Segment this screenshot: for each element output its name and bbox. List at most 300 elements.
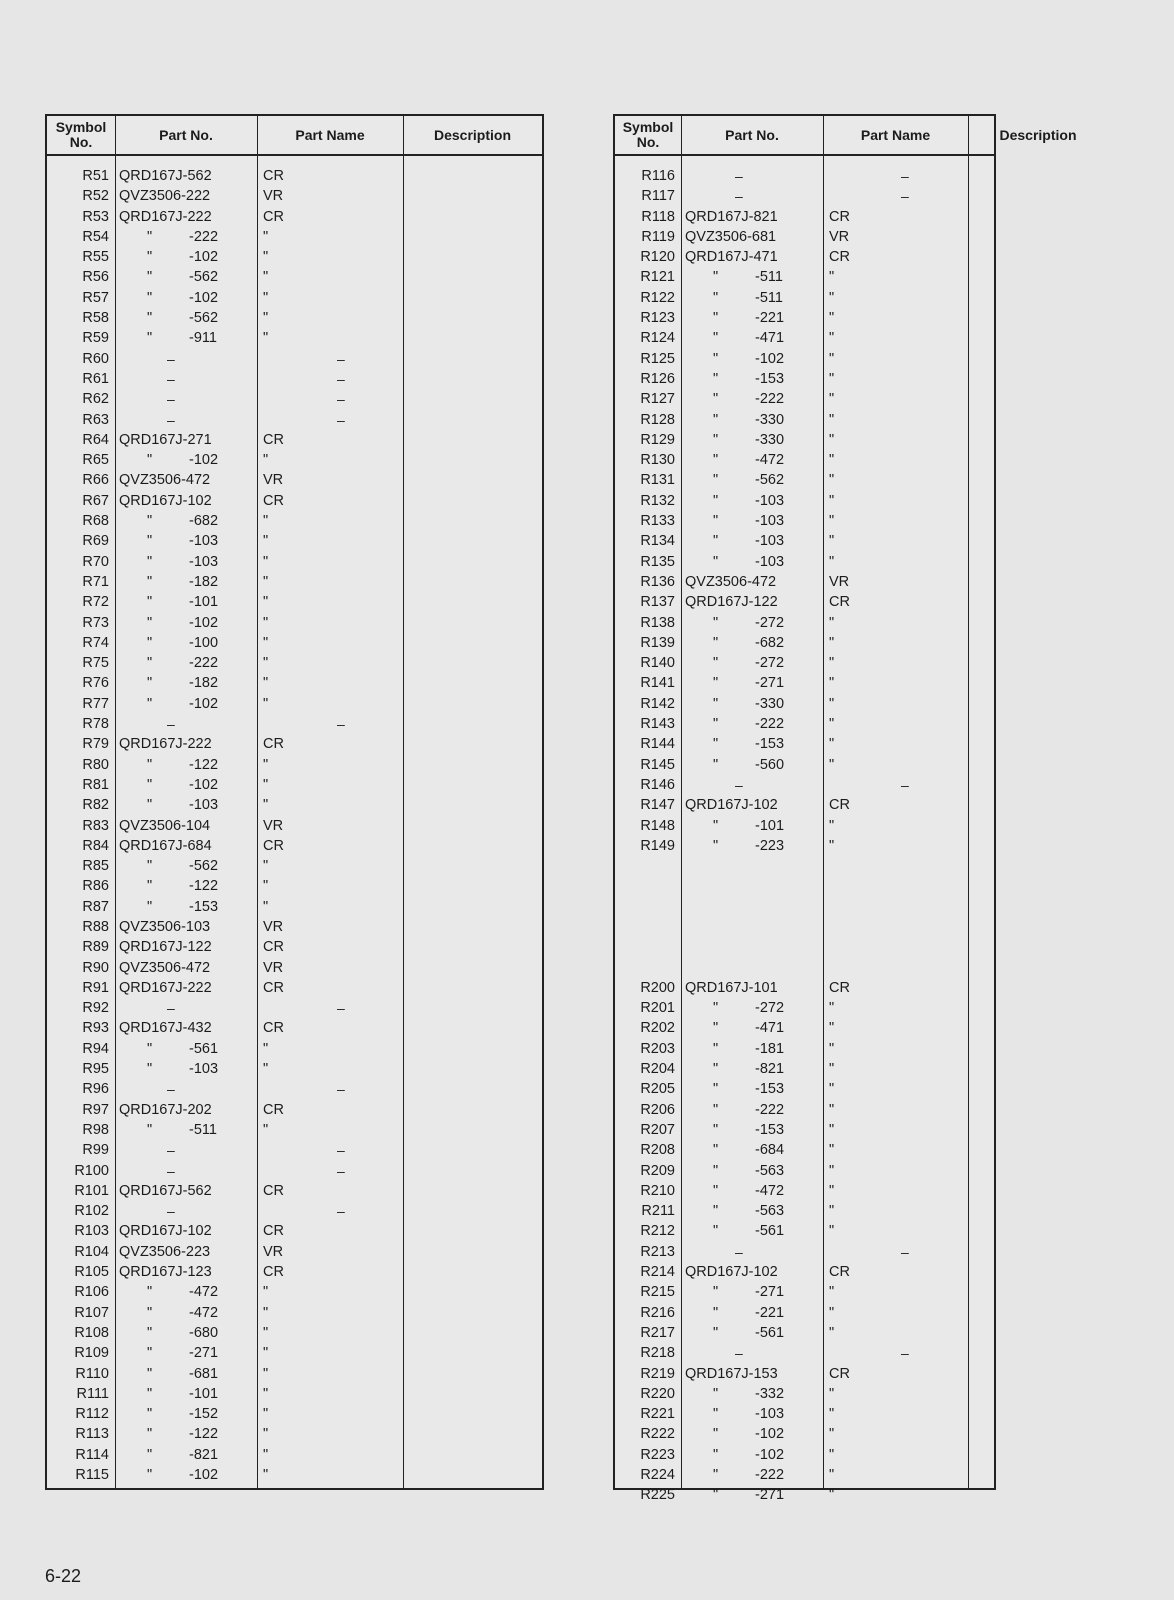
part-name-cell: " bbox=[829, 1020, 835, 1037]
table-row bbox=[615, 247, 994, 267]
ditto-mark: " bbox=[147, 695, 153, 712]
ditto-mark: " bbox=[713, 330, 719, 347]
part-no-suffix: -271 bbox=[755, 675, 785, 692]
table-row bbox=[615, 755, 994, 775]
part-name-cell: " bbox=[829, 1385, 835, 1402]
part-name-cell: " bbox=[263, 878, 269, 895]
symbol-cell: R207 bbox=[640, 1121, 675, 1138]
symbol-cell: R216 bbox=[640, 1304, 675, 1321]
symbol-cell: R115 bbox=[75, 1467, 109, 1483]
part-name-cell: " bbox=[829, 310, 835, 327]
part-name-cell: " bbox=[829, 330, 835, 347]
symbol-cell: R58 bbox=[82, 310, 109, 327]
table-row bbox=[47, 917, 542, 937]
description-dash: – bbox=[901, 776, 909, 793]
header-description: Description bbox=[999, 126, 1077, 143]
table-row bbox=[47, 998, 542, 1018]
part-no-suffix: -102 bbox=[755, 1426, 785, 1443]
ditto-mark: " bbox=[147, 858, 153, 875]
part-no-dash: – bbox=[167, 1142, 175, 1159]
part-no-suffix: -103 bbox=[755, 513, 785, 530]
ditto-mark: " bbox=[147, 533, 153, 550]
part-name-cell: " bbox=[829, 1162, 835, 1179]
symbol-cell: R70 bbox=[82, 553, 109, 570]
symbol-cell: R139 bbox=[640, 634, 675, 651]
part-no-suffix: -101 bbox=[189, 594, 219, 611]
part-no-dash: – bbox=[735, 1243, 743, 1260]
table-row bbox=[615, 328, 994, 348]
symbol-cell: R85 bbox=[82, 858, 109, 875]
symbol-cell: R144 bbox=[640, 736, 675, 753]
ditto-mark: " bbox=[713, 289, 719, 306]
table-row bbox=[615, 552, 994, 572]
part-no-cell: QRD167J-562 bbox=[119, 1182, 212, 1199]
symbol-cell: R63 bbox=[82, 411, 109, 428]
part-no-suffix: -471 bbox=[755, 330, 785, 347]
table-row bbox=[615, 267, 994, 287]
symbol-cell: R149 bbox=[640, 837, 675, 854]
part-name-cell: " bbox=[263, 553, 269, 570]
symbol-cell: R81 bbox=[82, 776, 109, 793]
symbol-cell: R125 bbox=[640, 350, 675, 367]
table-row bbox=[615, 1262, 994, 1282]
ditto-mark: " bbox=[147, 1385, 153, 1402]
part-name-cell: " bbox=[829, 289, 835, 306]
description-dash: – bbox=[337, 391, 345, 408]
part-name-cell: CR bbox=[263, 1264, 284, 1281]
table-row bbox=[47, 1242, 542, 1262]
ditto-mark: " bbox=[713, 553, 719, 570]
part-name-cell: " bbox=[829, 837, 835, 854]
ditto-mark: " bbox=[713, 837, 719, 854]
part-no-suffix: -511 bbox=[755, 269, 783, 286]
table-row bbox=[47, 1100, 542, 1120]
symbol-cell: R100 bbox=[74, 1162, 109, 1179]
symbol-cell: R214 bbox=[640, 1264, 675, 1281]
symbol-cell: R68 bbox=[82, 513, 109, 530]
part-name-cell: " bbox=[829, 472, 835, 489]
table-row bbox=[47, 1161, 542, 1181]
part-name-cell: " bbox=[829, 1406, 835, 1423]
part-name-cell: " bbox=[263, 269, 269, 286]
ditto-mark: " bbox=[713, 1203, 719, 1220]
symbol-cell: R138 bbox=[640, 614, 675, 631]
ditto-mark: " bbox=[713, 492, 719, 509]
ditto-mark: " bbox=[713, 736, 719, 753]
table-row bbox=[47, 1424, 542, 1444]
part-name-cell: CR bbox=[829, 208, 850, 225]
symbol-cell: R71 bbox=[82, 573, 109, 590]
part-no-cell: QRD167J-102 bbox=[685, 1264, 778, 1281]
part-no-suffix: -103 bbox=[755, 492, 785, 509]
table-row bbox=[615, 1424, 994, 1444]
symbol-cell: R119 bbox=[641, 228, 675, 245]
table-row bbox=[47, 572, 542, 592]
table-row bbox=[47, 633, 542, 653]
part-name-cell: " bbox=[829, 1000, 835, 1017]
description-dash: – bbox=[337, 1203, 345, 1220]
symbol-cell: R145 bbox=[640, 756, 675, 773]
part-no-cell: QRD167J-102 bbox=[119, 1223, 212, 1240]
table-row bbox=[615, 369, 994, 389]
part-no-suffix: -122 bbox=[189, 1426, 219, 1443]
part-name-cell: " bbox=[829, 1203, 835, 1220]
symbol-cell: R123 bbox=[640, 310, 675, 327]
table-row bbox=[615, 1282, 994, 1302]
table-row bbox=[47, 816, 542, 836]
part-no-suffix: -511 bbox=[755, 289, 783, 306]
part-no-suffix: -271 bbox=[189, 1345, 219, 1362]
ditto-mark: " bbox=[713, 1162, 719, 1179]
table-row bbox=[615, 491, 994, 511]
part-name-cell: VR bbox=[263, 188, 284, 205]
table-row bbox=[47, 1465, 542, 1485]
part-name-cell: " bbox=[263, 452, 269, 469]
table-row bbox=[615, 856, 994, 876]
part-no-dash: – bbox=[735, 168, 743, 184]
part-no-suffix: -821 bbox=[755, 1061, 785, 1078]
part-no-dash: – bbox=[735, 188, 743, 205]
ditto-mark: " bbox=[713, 1426, 719, 1443]
part-no-suffix: -222 bbox=[189, 228, 219, 245]
part-name-cell: CR bbox=[263, 431, 284, 448]
part-no-suffix: -222 bbox=[755, 1101, 785, 1118]
ditto-mark: " bbox=[147, 1040, 153, 1057]
table-row bbox=[47, 1018, 542, 1038]
symbol-cell: R111 bbox=[76, 1385, 109, 1402]
table-row bbox=[615, 592, 994, 612]
part-name-cell: " bbox=[263, 289, 269, 306]
part-no-cell: QRD167J-102 bbox=[119, 492, 212, 509]
ditto-mark: " bbox=[147, 1304, 153, 1321]
symbol-cell: R127 bbox=[640, 391, 675, 408]
symbol-cell: R79 bbox=[82, 736, 109, 753]
part-no-cell: QVZ3506-222 bbox=[119, 188, 211, 205]
part-name-cell: VR bbox=[829, 228, 850, 245]
symbol-cell: R210 bbox=[640, 1182, 675, 1199]
ditto-mark: " bbox=[713, 1467, 719, 1483]
part-name-cell: " bbox=[263, 513, 269, 530]
symbol-cell: R98 bbox=[82, 1121, 109, 1138]
part-name-cell: " bbox=[263, 228, 269, 245]
part-no-suffix: -511 bbox=[189, 1121, 217, 1138]
table-row bbox=[47, 1221, 542, 1241]
ditto-mark: " bbox=[713, 817, 719, 834]
part-no-suffix: -272 bbox=[755, 655, 785, 672]
ditto-mark: " bbox=[147, 655, 153, 672]
part-name-cell: " bbox=[829, 553, 835, 570]
part-name-cell: " bbox=[829, 1182, 835, 1199]
table-row bbox=[47, 1343, 542, 1363]
part-no-suffix: -102 bbox=[189, 249, 219, 266]
part-no-suffix: -222 bbox=[755, 391, 785, 408]
symbol-cell: R66 bbox=[82, 472, 109, 489]
part-no-suffix: -682 bbox=[189, 513, 219, 530]
ditto-mark: " bbox=[713, 513, 719, 530]
symbol-cell: R220 bbox=[640, 1385, 675, 1402]
part-name-cell: " bbox=[829, 452, 835, 469]
table-row bbox=[615, 207, 994, 227]
ditto-mark: " bbox=[147, 310, 153, 327]
table-row bbox=[47, 714, 542, 734]
part-no-cell: QRD167J-123 bbox=[119, 1264, 212, 1281]
part-no-cell: QRD167J-102 bbox=[685, 797, 778, 814]
ditto-mark: " bbox=[713, 370, 719, 387]
part-name-cell: CR bbox=[829, 979, 850, 996]
ditto-mark: " bbox=[713, 756, 719, 773]
table-row bbox=[615, 389, 994, 409]
table-row bbox=[615, 186, 994, 206]
part-no-suffix: -911 bbox=[189, 330, 217, 347]
table-row bbox=[615, 1181, 994, 1201]
table-row bbox=[615, 998, 994, 1018]
symbol-cell: R142 bbox=[640, 695, 675, 712]
description-dash: – bbox=[337, 716, 345, 733]
table-row bbox=[47, 308, 542, 328]
ditto-mark: " bbox=[713, 1487, 719, 1504]
table-row bbox=[47, 1079, 542, 1099]
symbol-cell: R112 bbox=[75, 1406, 109, 1423]
ditto-mark: " bbox=[713, 431, 719, 448]
symbol-cell: R134 bbox=[640, 533, 675, 550]
part-no-suffix: -153 bbox=[189, 898, 219, 915]
part-name-cell: " bbox=[829, 1467, 835, 1483]
ditto-mark: " bbox=[713, 1446, 719, 1463]
symbol-cell: R96 bbox=[82, 1081, 109, 1098]
part-no-suffix: -102 bbox=[755, 1446, 785, 1463]
table-row bbox=[615, 1242, 994, 1262]
part-no-cell: QRD167J-222 bbox=[119, 208, 212, 225]
symbol-cell: R128 bbox=[640, 411, 675, 428]
part-no-suffix: -272 bbox=[755, 1000, 785, 1017]
part-name-cell: " bbox=[829, 1142, 835, 1159]
part-name-cell: " bbox=[263, 1365, 269, 1382]
symbol-cell: R92 bbox=[82, 1000, 109, 1017]
part-name-cell: " bbox=[829, 1426, 835, 1443]
part-name-cell: " bbox=[829, 1304, 835, 1321]
symbol-cell: R218 bbox=[640, 1345, 675, 1362]
symbol-cell: R208 bbox=[640, 1142, 675, 1159]
symbol-cell: R209 bbox=[640, 1162, 675, 1179]
part-no-suffix: -562 bbox=[189, 310, 219, 327]
table-row bbox=[615, 978, 994, 998]
ditto-mark: " bbox=[713, 1324, 719, 1341]
table-row bbox=[615, 349, 994, 369]
part-no-suffix: -103 bbox=[189, 1061, 219, 1078]
table-row bbox=[47, 227, 542, 247]
table-row bbox=[47, 1039, 542, 1059]
symbol-cell: R211 bbox=[641, 1203, 675, 1220]
table-row bbox=[47, 1262, 542, 1282]
header-part-no: Part No. bbox=[725, 126, 779, 143]
part-name-cell: CR bbox=[829, 594, 850, 611]
part-name-cell: " bbox=[263, 675, 269, 692]
part-no-suffix: -101 bbox=[755, 817, 785, 834]
symbol-cell: R103 bbox=[74, 1223, 109, 1240]
ditto-mark: " bbox=[147, 573, 153, 590]
ditto-mark: " bbox=[147, 1121, 153, 1138]
part-name-cell: CR bbox=[829, 249, 850, 266]
table-row bbox=[47, 1404, 542, 1424]
part-name-cell: " bbox=[829, 411, 835, 428]
table-row bbox=[47, 470, 542, 490]
table-row bbox=[47, 795, 542, 815]
table-row bbox=[47, 1059, 542, 1079]
ditto-mark: " bbox=[713, 655, 719, 672]
table-row bbox=[47, 267, 542, 287]
part-no-suffix: -182 bbox=[189, 573, 219, 590]
table-row bbox=[47, 978, 542, 998]
part-name-cell: " bbox=[829, 1081, 835, 1098]
ditto-mark: " bbox=[147, 1365, 153, 1382]
symbol-cell: R97 bbox=[82, 1101, 109, 1118]
part-no-dash: – bbox=[167, 1203, 175, 1220]
table-row bbox=[47, 410, 542, 430]
part-no-suffix: -561 bbox=[189, 1040, 219, 1057]
part-no-suffix: -103 bbox=[189, 533, 219, 550]
symbol-cell: R65 bbox=[82, 452, 109, 469]
parts-table-right bbox=[613, 114, 1077, 1504]
part-no-cell: QRD167J-471 bbox=[685, 249, 778, 266]
table-row bbox=[47, 1445, 542, 1465]
part-name-cell: " bbox=[263, 858, 269, 875]
part-no-suffix: -102 bbox=[189, 1467, 219, 1483]
description-dash: – bbox=[337, 350, 345, 367]
symbol-cell: R212 bbox=[640, 1223, 675, 1240]
table-row bbox=[47, 349, 542, 369]
ditto-mark: " bbox=[713, 411, 719, 428]
part-name-cell: " bbox=[263, 756, 269, 773]
description-dash: – bbox=[337, 1142, 345, 1159]
part-no-cell: QRD167J-202 bbox=[119, 1101, 212, 1118]
symbol-cell: R118 bbox=[641, 208, 675, 225]
part-no-cell: QRD167J-101 bbox=[685, 979, 778, 996]
part-no-suffix: -562 bbox=[189, 269, 219, 286]
ditto-mark: " bbox=[713, 1406, 719, 1423]
ditto-mark: " bbox=[713, 1101, 719, 1118]
symbol-cell: R77 bbox=[82, 695, 109, 712]
table-row bbox=[615, 1445, 994, 1465]
ditto-mark: " bbox=[147, 513, 153, 530]
ditto-mark: " bbox=[713, 1081, 719, 1098]
table-body bbox=[47, 166, 542, 1485]
symbol-cell: R106 bbox=[74, 1284, 109, 1301]
ditto-mark: " bbox=[713, 1182, 719, 1199]
part-no-suffix: -122 bbox=[189, 878, 219, 895]
table-row bbox=[615, 714, 994, 734]
ditto-mark: " bbox=[713, 634, 719, 651]
symbol-cell: R84 bbox=[82, 837, 109, 854]
table-row bbox=[615, 1384, 994, 1404]
part-name-cell: " bbox=[263, 1304, 269, 1321]
symbol-cell: R93 bbox=[82, 1020, 109, 1037]
part-name-cell: " bbox=[829, 492, 835, 509]
part-no-suffix: -562 bbox=[189, 858, 219, 875]
symbol-cell: R95 bbox=[82, 1061, 109, 1078]
symbol-cell: R122 bbox=[640, 289, 675, 306]
ditto-mark: " bbox=[147, 1284, 153, 1301]
part-no-suffix: -102 bbox=[189, 614, 219, 631]
table-row bbox=[47, 1364, 542, 1384]
part-name-cell: " bbox=[829, 391, 835, 408]
table-row bbox=[47, 592, 542, 612]
part-no-suffix: -101 bbox=[189, 1385, 219, 1402]
part-name-cell: " bbox=[263, 898, 269, 915]
table-row bbox=[615, 308, 994, 328]
part-name-cell: CR bbox=[263, 1182, 284, 1199]
header-part-name: Part Name bbox=[295, 126, 365, 143]
symbol-cell: R60 bbox=[82, 350, 109, 367]
table-row bbox=[47, 491, 542, 511]
part-no-suffix: -152 bbox=[189, 1406, 219, 1423]
part-name-cell: " bbox=[263, 797, 269, 814]
ditto-mark: " bbox=[713, 1304, 719, 1321]
symbol-cell: R221 bbox=[640, 1406, 675, 1423]
part-name-cell: " bbox=[263, 533, 269, 550]
table-row bbox=[47, 1140, 542, 1160]
ditto-mark: " bbox=[713, 716, 719, 733]
part-no-cell: QRD167J-271 bbox=[119, 431, 212, 448]
part-name-cell: " bbox=[263, 1284, 269, 1301]
part-no-suffix: -181 bbox=[755, 1040, 785, 1057]
part-name-cell: " bbox=[263, 594, 269, 611]
part-name-cell: " bbox=[829, 1101, 835, 1118]
part-name-cell: " bbox=[263, 695, 269, 712]
symbol-cell: R113 bbox=[75, 1426, 109, 1443]
ditto-mark: " bbox=[713, 310, 719, 327]
description-dash: – bbox=[901, 168, 909, 184]
symbol-cell: R204 bbox=[640, 1061, 675, 1078]
part-name-cell: " bbox=[829, 736, 835, 753]
table-row bbox=[47, 207, 542, 227]
ditto-mark: " bbox=[713, 695, 719, 712]
part-name-cell: VR bbox=[263, 918, 284, 935]
part-name-cell: " bbox=[829, 1040, 835, 1057]
symbol-cell: R120 bbox=[640, 249, 675, 266]
part-no-suffix: -472 bbox=[189, 1304, 219, 1321]
symbol-cell: R99 bbox=[82, 1142, 109, 1159]
part-name-cell: VR bbox=[263, 472, 284, 489]
part-name-cell: " bbox=[263, 249, 269, 266]
part-no-cell: QRD167J-562 bbox=[119, 168, 212, 184]
symbol-cell: R116 bbox=[641, 168, 675, 184]
symbol-cell: R82 bbox=[82, 797, 109, 814]
part-no-suffix: -100 bbox=[189, 634, 219, 651]
symbol-cell: R136 bbox=[640, 573, 675, 590]
table-row bbox=[615, 1485, 994, 1505]
ditto-mark: " bbox=[713, 452, 719, 469]
table-row bbox=[615, 1039, 994, 1059]
part-no-suffix: -471 bbox=[755, 1020, 785, 1037]
table-row bbox=[615, 795, 994, 815]
ditto-mark: " bbox=[713, 675, 719, 692]
part-no-suffix: -330 bbox=[755, 411, 785, 428]
ditto-mark: " bbox=[147, 776, 153, 793]
part-name-cell: " bbox=[263, 1446, 269, 1463]
symbol-cell: R94 bbox=[82, 1040, 109, 1057]
ditto-mark: " bbox=[713, 614, 719, 631]
ditto-mark: " bbox=[147, 756, 153, 773]
part-no-suffix: -680 bbox=[189, 1324, 219, 1341]
table-row bbox=[47, 734, 542, 754]
part-name-cell: " bbox=[829, 431, 835, 448]
ditto-mark: " bbox=[147, 289, 153, 306]
symbol-cell: R61 bbox=[82, 370, 109, 387]
symbol-cell: R83 bbox=[82, 817, 109, 834]
part-name-cell: CR bbox=[829, 797, 850, 814]
table-row bbox=[615, 1364, 994, 1384]
symbol-cell: R213 bbox=[640, 1243, 675, 1260]
